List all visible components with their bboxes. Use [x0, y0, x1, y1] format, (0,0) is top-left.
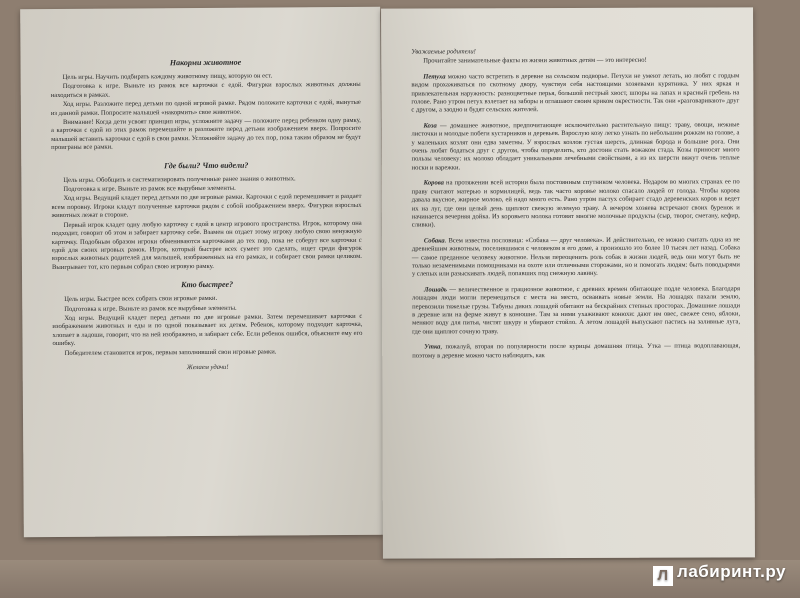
fact-dog: Собака. Всем известна пословица: «Собака — друг человека». И действительно, ее можно считать одна из не древнейшим животным, поселившимся с человеком в его доме, а произошло это более 10 тысяч лет назад. Собака — самое преданное человеку животное. Нельзя переоценить роль собак в жизни людей, ведь они могут быть не только незаменимыми помощниками на охоте или отличными сторожами, но и помогать людям: быть поводырями у слепых или разыскивать людей, попавших под снежную лавину.: [411, 236, 740, 278]
right-page: [381, 7, 755, 558]
paragraph: Первый игрок кладет одну любую карточку с едой в центр игрового пространства. Игрок, которому она подходит, говорит об этом и забирает карточку себе. Взамен он отдает этому игроку любую свою ненужную карточку. Подобным образом игроки обмениваются карточками до тех пор, пока не соберут все карточки с едой для своих игровых рамок. Игрок, который быстрее всех сумеет это сделать, ищет среди фигурок взрослых животных родителей для малышей, изображенных на его рамках, и собирает свои рамки целиком. Выигрывает тот, кто первым собрал свою игровую рамку.: [51, 219, 362, 271]
fact-horse: Лошадь — величественное и грациозное животное, с древних времен обитающее подле человека. Благодаря лошадям люди могли перемещаться с места на место, осваивать новые земли. На лошадях пахали землю, перевозили тяжелые грузы. Табуны диких лошадей обитают на бескрайних степных просторах. Домашние лошади в деревне или на ферме живут в конюшне. Там за ними ухаживают конюхи: дают им овес, свежее сено, яблоки, меняют воду для питья, чистят шкуру и убирают стойло. А летом лошадей выпускают пастись на заливные луга, где они щиплют сочную траву.: [412, 285, 741, 336]
paragraph: Цель игры. Обобщить и систематизировать полученные ранее знания о животных.: [63, 175, 296, 184]
section-title: Кто быстрее?: [181, 279, 234, 290]
paragraph: Цель игры. Научить подбирать каждому животному пищу, которую он ест.: [62, 72, 273, 81]
fact-heading: Лошадь: [424, 286, 447, 294]
fact-heading: Корова: [423, 179, 444, 187]
paragraph: Цель игры. Быстрее всех собрать свои игровые рамки.: [64, 295, 218, 304]
fact-heading: Собака: [423, 237, 445, 245]
paragraph: Подготовка к игре. Выньте из рамок все вырубные элементы.: [63, 184, 236, 194]
paragraph: Ход игры. Ведущий кладет перед детьми по две игровые рамки. Затем перемешивает карточки с изображением животных и еды и по одной показывает их детям. Ребенок, которому подходит карточка, хлопает в ладоши, говорит, что на ней изображено, и забирает себе. Если ребенок ошибся, объясните ему его ошибку.: [52, 312, 363, 348]
section-title: Где были? Что видели?: [164, 160, 249, 170]
fact-cow: Корова на протяжении всей истории была постоянным спутником человека. Недаром во многих странах ее по праву считают матерью и кормилицей, ведь так часто коровье молоко спасало людей от голода. Чтобы корова давала вкусное, жирное молоко, ей надо много есть. Рано утром пастух собирает стадо деревенских коров и ведет их на луг, где они целый день щиплют свежую зеленую траву. А вечером хозяева встречают своих буренок и начинается вечерняя дойка. Из коровьего молока готовят многие молочные продукты (сыр, творог, сметану, кефир, сливки).: [411, 178, 740, 229]
intro-paragraph: Прочитайте занимательные факты из жизни животных детям — это интересно!: [423, 57, 647, 65]
watermark-text: лабиринт.ру: [677, 562, 786, 581]
labirint-logo-icon: Л: [653, 566, 673, 586]
section-where-were: [51, 160, 362, 273]
paragraph: Ход игры. Ведущий кладет перед детьми по две игровые рамки. Карточки с едой перемешивает и раздает всем поровну. Игроки кладут полученные карточки рядом с собой изображением вверх. Фигурки взрослых животных лежат в стороне.: [51, 193, 362, 220]
fact-duck: Утка, пожалуй, вторая по популярности после курицы домашняя птица. Утка — птица водоплавающая, поэтому в деревне можно часто наблюдать, как: [412, 342, 741, 360]
fact-heading: Коза: [423, 122, 437, 130]
greeting: Уважаемые родители!: [411, 48, 476, 56]
fact-heading: Утка: [424, 343, 441, 351]
section-who-faster: [52, 279, 363, 373]
fact-heading: Петуха: [423, 73, 446, 81]
fact-rooster: Петуха можно часто встретить в деревне на сельском подворье. Петухи не умеют летать, но любят с гордым видом прохаживаться по скотному двору, чувствуя себя настоящими хозяевами курятника. У них яркая и привлекательная наружность: разноцветные перья, большой пестрый хвост, шпоры на лапах и красный гребень на голове. Рано утром петух взлетает на заборы и оглашают своим криком окрестности. Так они «разговаривают» друг с другом, а заодно и будят сельских жителей.: [411, 72, 740, 114]
section-title: Накорми животное: [169, 57, 242, 68]
site-watermark: [653, 562, 786, 586]
paragraph: Внимание! Когда дети усвоят принцип игры, усложните задачу — положите перед ребенком одну рамку, а карточки с едой из этих рамок перемешайте и разложите перед детьми изображением вверх. Попросите малышей вставить карточки с едой в свои рамки. Усложняйте задачу до тех пор, пока таким образом не будут проиграны все рамки.: [50, 116, 362, 152]
section-feed-animal: [51, 57, 362, 153]
wish-line: Желаем удачи!: [186, 363, 229, 372]
paragraph: Подготовка к игре. Выньте из рамок все вырубные элементы.: [64, 304, 237, 313]
paragraph: Победителем становится игрок, первым заполнивший свои игровые рамки.: [64, 348, 277, 357]
paragraph: Подготовка к игре. Выньте из рамок все карточки с едой. Фигурки взрослых животных должны находиться в рамках.: [50, 81, 361, 99]
fact-goat: Коза — домашнее животное, предпочитающее исключительно растительную пищу: траву, овощи, нежные листочки и молодые побеги кустарников и деревьев. Взрослую козу легко узнать по небольшим рожкам на голове, а у маленьких козлят они едва заметны. У взрослых козлов густая шерсть, длинная борода и большие рога. Они очень любят бодаться друг с другом, чтобы определить, кто достоин стать вожаком стада. Козы приносят много пользы человеку: их молоко обладает уникальными лечебными свойствами, а из их шерсти вяжут очень теплые носки и варежки.: [411, 121, 740, 172]
left-page: [20, 7, 384, 538]
paragraph: Ход игры. Разложите перед детьми по одной игровой рамке. Рядом положите карточки с едой, вынутые из данной рамки. Попросите малышей «накормить» свое животное.: [50, 99, 361, 117]
